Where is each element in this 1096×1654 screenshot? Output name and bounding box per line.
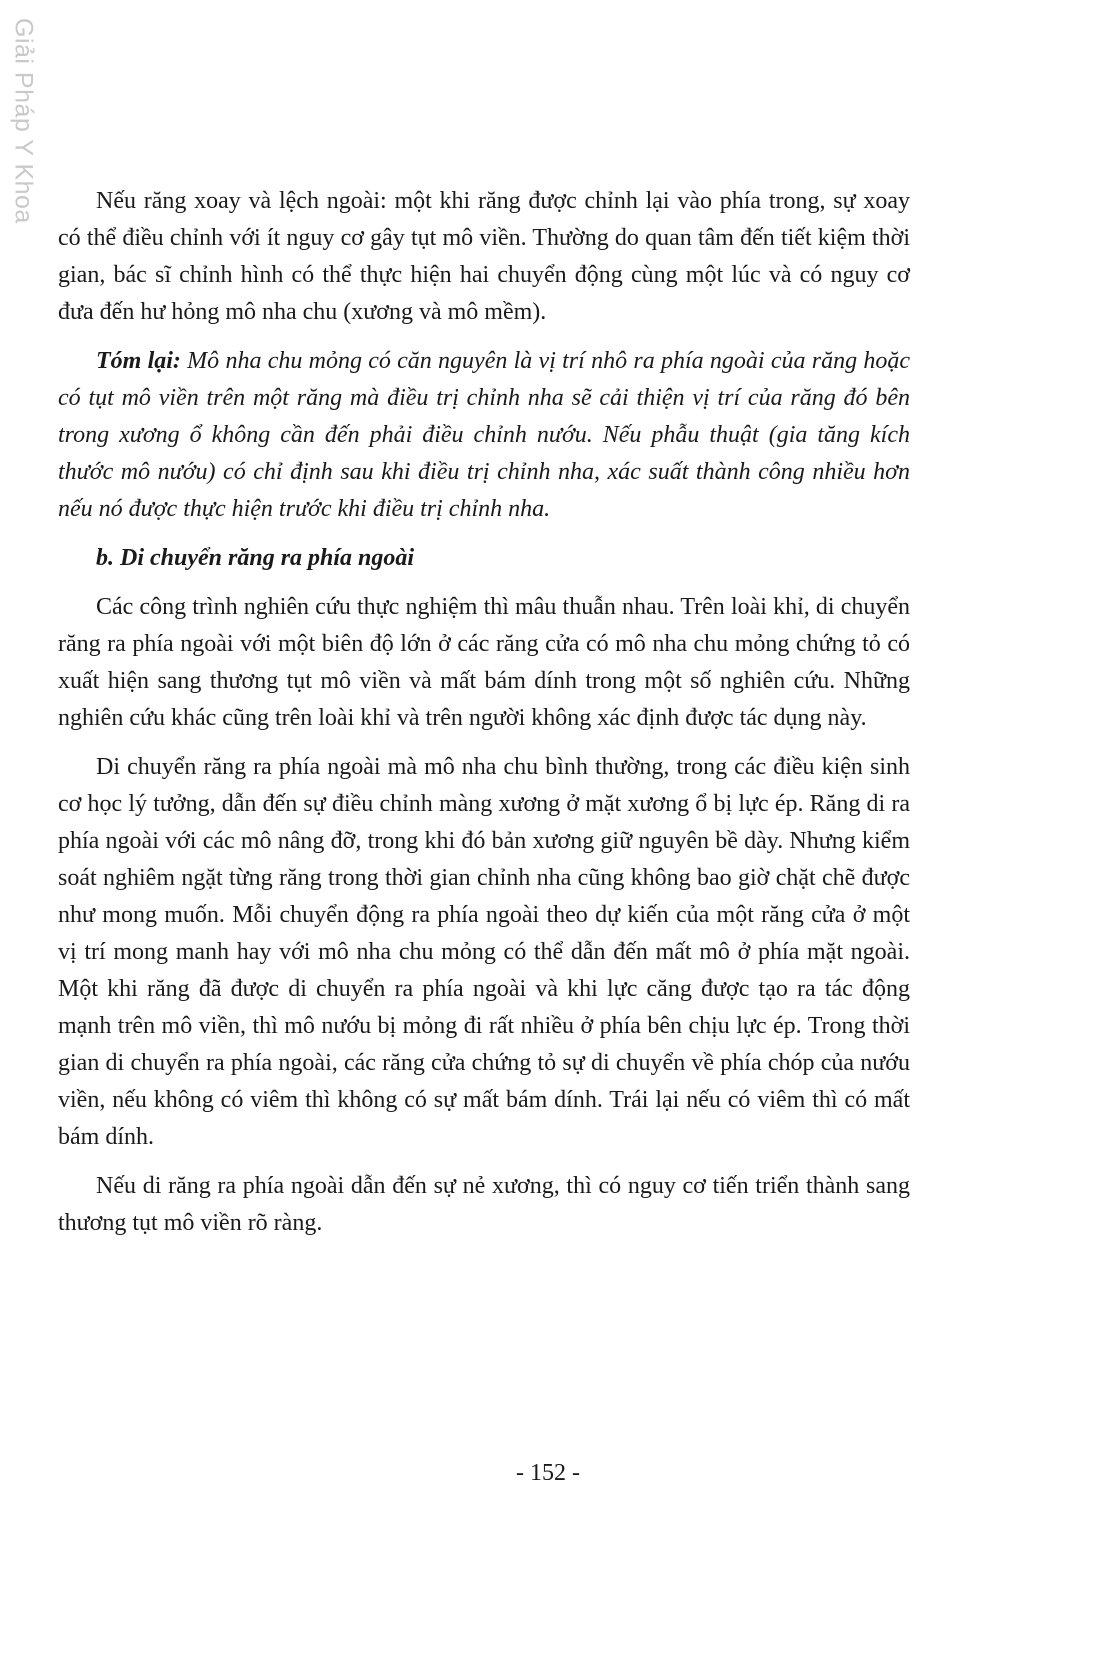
watermark-text: Giải Pháp Y Khoa	[9, 18, 38, 224]
paragraph-bone-dehiscence: Nếu di răng ra phía ngoài dẫn đến sự nẻ xương, thì có nguy cơ tiến triển thành sang thương tụt mô viền rõ ràng.	[58, 1173, 910, 1236]
paragraph-experimental-studies: Các công trình nghiên cứu thực nghiệm thì mâu thuẫn nhau. Trên loài khỉ, di chuyển răng ra phía ngoài với một biên độ lớn ở các răng cửa có mô nha chu mỏng chứng tỏ có xuất hiện sang thương tụt mô viền và mất bám dính trong một số nghiên cứu. Những nghiên cứu khác cũng trên loài khỉ và trên người không xác định được tác dụng này.	[58, 594, 910, 731]
paragraph-summary	[58, 343, 910, 528]
summary-body: Mô nha chu mỏng có căn nguyên là vị trí nhô ra phía ngoài của răng hoặc có tụt mô viền trên một răng mà điều trị chỉnh nha sẽ cải thiện vị trí của răng đó bên trong xương ổ không cần đến phải điều chỉnh nướu. Nếu phẫu thuật (gia tăng kích thước mô nướu) có chỉ định sau khi điều trị chỉnh nha, xác suất thành công nhiều hơn nếu nó được thực hiện trước khi điều trị chỉnh nha.	[58, 348, 910, 522]
paragraph-rotation: Nếu răng xoay và lệch ngoài: một khi răng được chỉnh lại vào phía trong, sự xoay có thể điều chỉnh với ít nguy cơ gây tụt mô viền. Thường do quan tâm đến tiết kiệm thời gian, bác sĩ chỉnh hình có thể thực hiện hai chuyển động cùng một lúc và có nguy cơ đưa đến hư hỏng mô nha chu (xương và mô mềm).	[58, 188, 910, 325]
watermark	[6, 18, 40, 228]
section-heading-b: b. Di chuyển răng ra phía ngoài	[96, 545, 415, 571]
summary-lead: Tóm lại:	[96, 348, 181, 374]
page-body	[58, 183, 910, 1242]
paragraph-outward-movement: Di chuyển răng ra phía ngoài mà mô nha chu bình thường, trong các điều kiện sinh cơ học lý tưởng, dẫn đến sự điều chỉnh màng xương ở mặt xương ổ bị lực ép. Răng di ra phía ngoài với các mô nâng đỡ, trong khi đó bản xương giữ nguyên bề dày. Nhưng kiểm soát nghiêm ngặt từng răng trong thời gian chỉnh nha cũng không bao giờ chặt chẽ được như mong muốn. Mỗi chuyển động ra phía ngoài theo dự kiến của một răng cửa ở một vị trí mong manh hay với mô nha chu mỏng có thể dẫn đến mất mô ở phía mặt ngoài. Một khi răng đã được di chuyển ra phía ngoài và khi lực căng được tạo ra tác động mạnh trên mô viền, thì mô nướu bị mỏng đi rất nhiều ở phía bên chịu lực ép. Trong thời gian di chuyển ra phía ngoài, các răng cửa chứng tỏ sự di chuyển về phía chóp của nướu viền, nếu không có viêm thì không có sự mất bám dính. Trái lại nếu có viêm thì có mất bám dính.	[58, 754, 910, 1150]
page-number: - 152 -	[516, 1460, 580, 1486]
